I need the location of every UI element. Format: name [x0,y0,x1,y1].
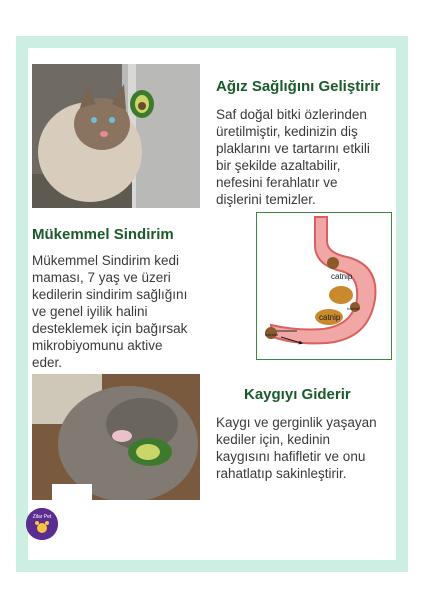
catnip-blob-1 [329,286,353,304]
diagram-label-catnip-1: catnip [331,272,353,281]
oral-health-text: Saf doğal bitki özlerinden üretilmiştir, kedinizin diş plaklarını ve tartarını etkili bir şekilde azaltabilir, nefesini ferahlatır ve dişlerini temizler. [216,107,370,207]
diagram-label-hairball-1: hairball [347,306,360,311]
cat-photo-top [32,64,200,208]
cat-photo-bottom [32,374,200,500]
digestion-title: Mükemmel Sindirim [32,226,174,243]
anxiety-text: Kaygı ve gerginlik yaşayan kediler için, kedinin kaygısını hafifletir ve onu rahatlatıp sakinleştirir. [216,415,377,481]
diagram-label-hairball-2: hairball [265,332,278,337]
brand-logo [26,508,58,540]
digestion-text: Mükemmel Sindirim kedi maması, 7 yaş ve üzeri kedilerin sindirim sağlığını ve genel iyilik halini desteklemek için bağırsak mikrobiyomunu aktive eder. [32,253,188,370]
logo-text: Zilar Pet [32,514,52,520]
hairball-top [327,257,339,269]
diagram-label-catnip-2: catnip [319,313,341,322]
stomach-diagram [256,212,392,360]
oral-health-title: Ağız Sağlığını Geliştirir [216,78,381,95]
anxiety-title: Kaygıyı Giderir [244,386,351,403]
